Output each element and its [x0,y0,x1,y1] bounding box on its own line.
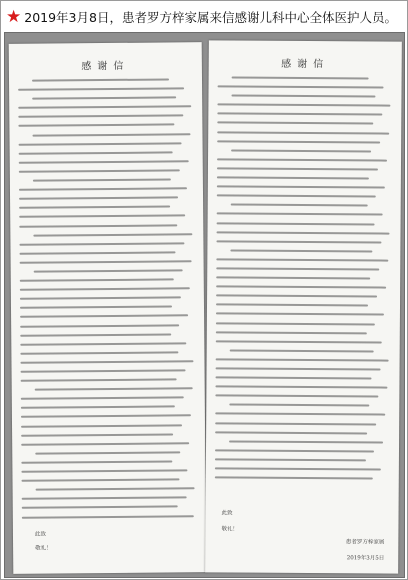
text-line [217,158,387,161]
text-line [216,304,368,307]
text-line [19,160,189,163]
text-line [216,313,384,316]
text-line [19,197,178,200]
text-line [231,149,371,152]
text-line [217,167,378,170]
text-line [21,442,189,445]
text-line [232,76,369,79]
text-line [215,477,373,480]
text-line [20,342,186,345]
text-line [216,258,388,261]
text-line [215,413,385,416]
salute-right: 敬礼！ [221,526,238,533]
text-line [20,287,190,290]
text-line [230,249,372,252]
text-line [36,487,195,490]
text-line [21,433,173,436]
text-line [21,469,187,472]
text-line [19,169,180,172]
text-line [19,206,170,209]
caption [6,6,397,28]
text-line [32,78,169,81]
text-line [19,242,184,245]
text-line [218,85,384,88]
letter-body-right [215,76,393,486]
letter-page-right [205,40,402,573]
letter-title-left: 感谢信 [81,60,130,73]
text-line [19,187,187,190]
text-line [215,458,366,461]
text-line [18,106,191,110]
text-line [217,195,376,198]
text-line [216,240,381,243]
text-line [215,386,387,389]
text-line [215,449,374,452]
star-icon: ★ [6,6,22,27]
text-line [21,406,175,409]
text-line [216,367,381,370]
text-line [217,213,383,216]
text-line [20,351,178,354]
text-line [216,340,382,343]
text-line [20,297,181,300]
text-line [21,369,186,372]
text-line [18,87,184,90]
text-line [217,122,373,125]
text-line [21,397,184,400]
text-line [215,431,367,434]
text-line [20,260,192,263]
text-line [215,422,376,425]
text-line [217,222,375,225]
text-line [215,395,378,398]
text-line [217,186,385,189]
text-line [20,324,179,327]
text-line [217,140,380,143]
text-line [217,231,390,234]
text-line [216,331,367,334]
caption-text: 2019年3月8日，患者罗方梓家属来信感谢儿科中心全体医护人员。 [24,10,397,25]
text-line [21,415,191,418]
text-line [21,479,179,482]
letter-body-left [18,78,197,525]
letter-title-right: 感谢信 [281,58,330,71]
text-line [229,440,383,443]
text-line [217,176,369,179]
text-line [231,95,375,98]
letter-page-left [9,42,207,574]
text-line [32,133,190,136]
text-line [216,358,389,361]
text-line [20,278,174,281]
text-line [18,124,174,127]
text-line [216,276,370,279]
text-line [35,451,180,454]
text-line [20,333,171,336]
text-line [33,178,171,181]
text-line [217,104,390,107]
text-line [19,151,173,154]
text-line [34,269,183,272]
text-line [35,387,193,390]
letter-date: 2019年3月5日 [346,555,385,562]
text-line [33,233,192,236]
text-line [230,349,374,352]
text-line [216,286,386,289]
signature: 患者罗方梓家属 [345,539,385,546]
text-line [32,97,176,100]
text-line [21,378,177,381]
text-line [22,515,194,518]
text-line [19,142,182,145]
text-line [216,295,377,298]
letter-photo [4,32,405,578]
text-line [216,322,375,325]
salute-left: 敬礼！ [35,545,52,552]
text-line [22,497,187,500]
text-line [19,215,185,218]
text-line [20,306,172,309]
text-line [21,424,182,427]
text-line [20,360,193,364]
text-line [22,506,178,509]
text-line [20,315,188,318]
text-line [20,251,176,254]
text-line [19,224,177,227]
text-line [217,113,382,116]
closing-right: 此致 [221,510,233,517]
text-line [217,131,389,134]
text-line [21,460,172,463]
text-line [231,204,368,207]
text-line [18,115,183,118]
text-line [229,404,369,407]
text-line [216,267,379,270]
text-line [215,467,381,470]
closing-left: 此致 [34,531,47,538]
text-line [215,376,371,379]
